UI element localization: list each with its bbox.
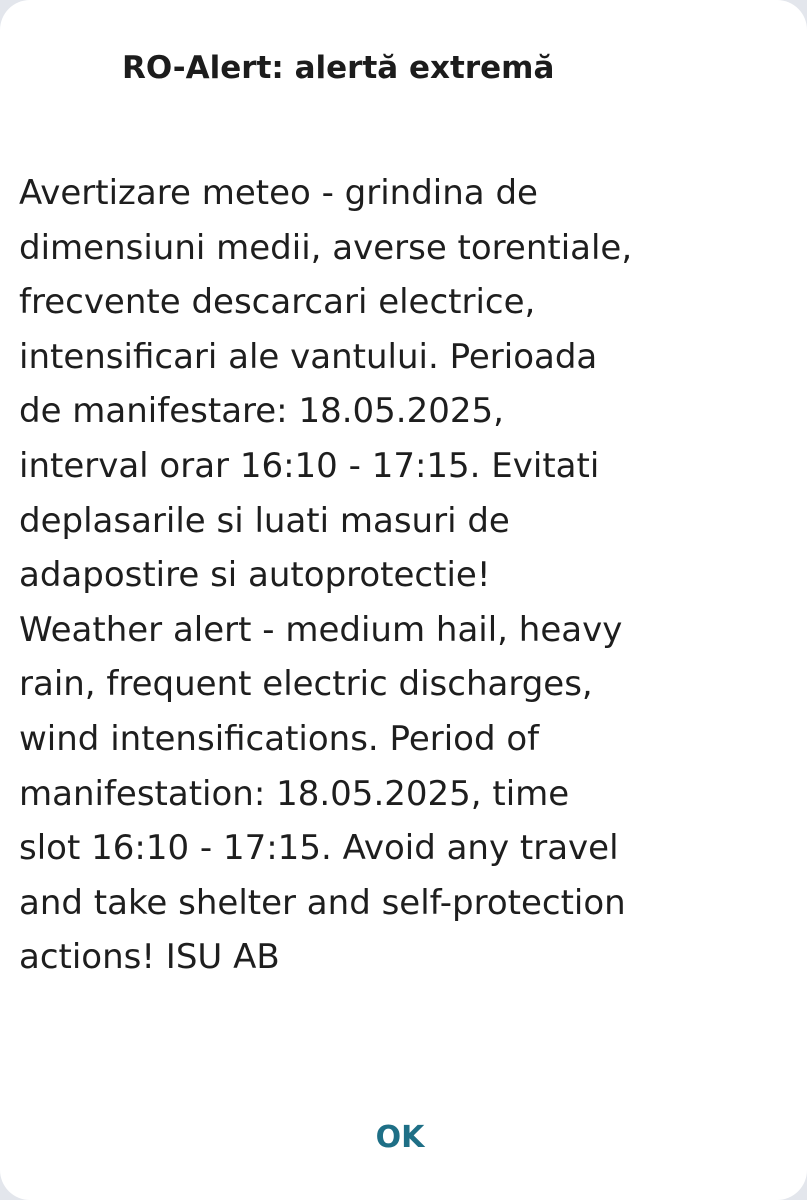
alert-message-line: and take shelter and self-protection bbox=[19, 882, 626, 923]
alert-message-line: interval orar 16:10 - 17:15. Evitati bbox=[19, 445, 600, 486]
alert-message-line: dimensiuni medii, averse torentiale, bbox=[19, 227, 633, 268]
alert-message-line: intensificari ale vantului. Perioada bbox=[19, 336, 598, 377]
ok-button[interactable]: OK bbox=[340, 1108, 460, 1168]
alert-message-line: rain, frequent electric discharges, bbox=[19, 664, 593, 705]
alert-message-line: wind intensifications. Period of bbox=[19, 718, 540, 759]
alert-message-line: frecvente descarcari electrice, bbox=[19, 282, 536, 323]
alert-message-line: actions! ISU AB bbox=[19, 937, 280, 978]
alert-message-line: deplasarile si luati masuri de bbox=[19, 500, 510, 541]
alert-title: RO-Alert: alertă extremă bbox=[122, 50, 555, 86]
alert-message-line: de manifestare: 18.05.2025, bbox=[19, 391, 504, 432]
alert-message-line: adapostire si autoprotectie! bbox=[19, 555, 491, 596]
alert-message-line: Avertizare meteo - grindina de bbox=[19, 173, 538, 213]
alert-message-line: manifestation: 18.05.2025, time bbox=[19, 773, 570, 814]
alert-message bbox=[19, 166, 799, 985]
alert-message-line: slot 16:10 - 17:15. Avoid any travel bbox=[19, 828, 619, 869]
alert-message-line: Weather alert - medium hail, heavy bbox=[19, 609, 623, 650]
